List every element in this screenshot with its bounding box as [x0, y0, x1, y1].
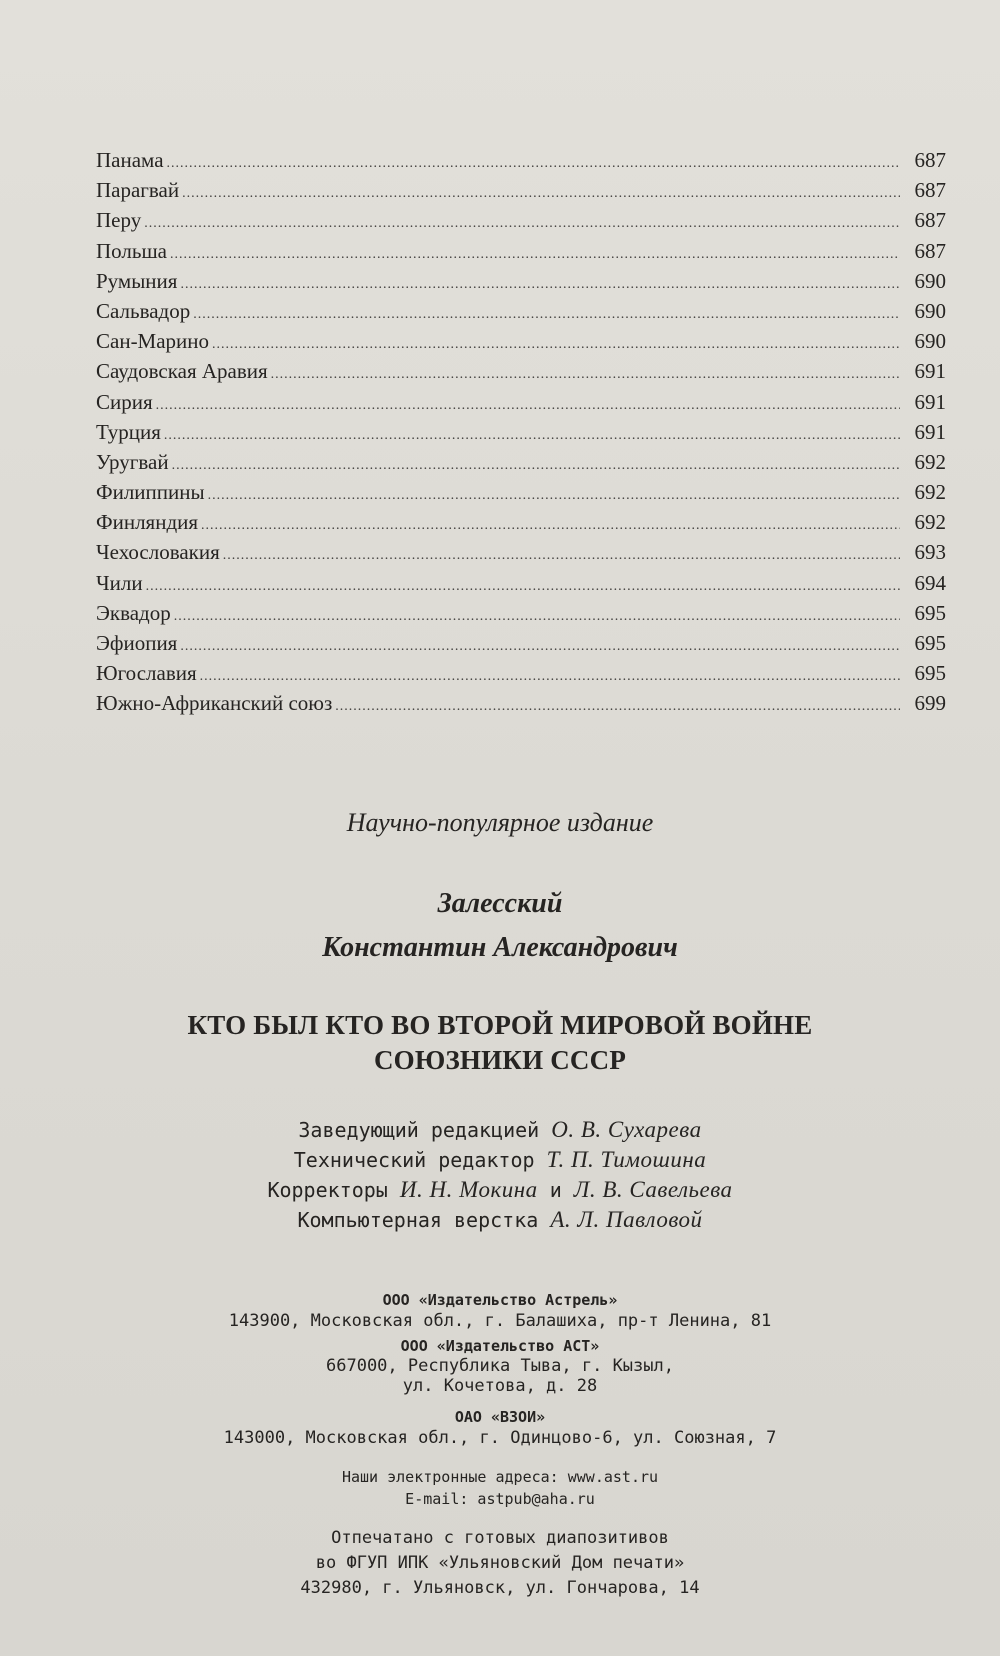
toc-entry-title: Уругвай: [96, 449, 169, 474]
toc-entry: [96, 601, 946, 631]
toc-entry-title: Финляндия: [96, 510, 199, 535]
toc-page-number: 694: [914, 570, 946, 595]
toc-entry-title: Эквадор: [96, 600, 171, 625]
toc-entry: [96, 178, 946, 208]
staff-person: О. В. Сухарева: [551, 1117, 702, 1142]
toc-entry-title: Чехословакия: [96, 540, 220, 565]
toc-entry: [96, 450, 946, 480]
staff-person: Л. В. Савельева: [573, 1177, 733, 1202]
toc-page-number: 687: [914, 178, 946, 203]
toc-leader-dots: [174, 609, 900, 625]
staff-line: [0, 1207, 1000, 1233]
toc-entry-title: Польша: [96, 238, 167, 263]
toc-page-number: 692: [914, 510, 946, 535]
printer-line: Отпечатано с готовых диапозитивов: [331, 1528, 669, 1548]
toc-entry: [96, 631, 946, 661]
toc-entry: [96, 269, 946, 299]
toc-entry-title: Югославия: [96, 661, 197, 686]
toc-entry-title: Сальвадор: [96, 298, 191, 323]
toc-entry-title: Эфиопия: [96, 631, 178, 655]
toc-leader-dots: [200, 669, 900, 685]
toc-entry: [96, 661, 946, 691]
toc-leader-dots: [212, 337, 900, 353]
staff-person: А. Л. Павловой: [550, 1207, 703, 1232]
toc-leader-dots: [208, 488, 900, 504]
toc-page-number: 692: [914, 449, 946, 474]
toc-leader-dots: [193, 307, 900, 323]
toc-entry-title: Филиппины: [96, 480, 205, 505]
web-address: Наши электронные адреса: www.ast.ru: [341, 1468, 659, 1486]
table-of-contents: [96, 148, 946, 722]
toc-entry: [96, 239, 946, 269]
toc-page-number: 687: [914, 148, 946, 172]
staff-conjunction: и: [549, 1178, 562, 1202]
toc-page-number: 695: [914, 631, 946, 655]
toc-entry: [96, 390, 946, 420]
toc-page-number: 691: [914, 419, 946, 444]
toc-entry: [96, 359, 946, 389]
staff-person: И. Н. Мокина: [399, 1177, 538, 1202]
book-title: КТО БЫЛ КТО ВО ВТОРОЙ МИРОВОЙ ВОЙНЕ: [187, 1010, 813, 1040]
toc-leader-dots: [271, 367, 900, 383]
staff-person: Т. П. Тимошина: [546, 1147, 707, 1172]
toc-entry-title: Парагвай: [96, 178, 180, 203]
toc-leader-dots: [172, 458, 900, 474]
toc-page-number: 687: [914, 208, 946, 233]
publisher-name: ООО «Издательство Астрель»: [382, 1291, 618, 1309]
toc-leader-dots: [167, 156, 900, 172]
toc-entry: [96, 510, 946, 540]
toc-leader-dots: [223, 548, 900, 564]
toc-leader-dots: [146, 579, 900, 595]
toc-page-number: 691: [914, 359, 946, 384]
toc-entry: [96, 571, 946, 601]
printer-line: 432980, г. Ульяновск, ул. Гончарова, 14: [300, 1578, 700, 1598]
toc-entry: [96, 148, 946, 178]
toc-page-number: 695: [914, 661, 946, 686]
toc-entry: [96, 480, 946, 510]
toc-entry: [96, 208, 946, 238]
toc-entry-title: Сан-Марино: [96, 329, 210, 354]
toc-leader-dots: [144, 216, 900, 232]
publisher-name: ООО «Издательство АСТ»: [400, 1337, 600, 1355]
edition-genre: Научно-популярное издание: [346, 808, 654, 837]
toc-entry: [96, 540, 946, 570]
toc-leader-dots: [180, 639, 900, 655]
staff-line: [0, 1147, 1000, 1173]
toc-entry-title: Саудовская Аравия: [96, 359, 268, 384]
toc-entry-title: Перу: [96, 208, 142, 233]
toc-entry: [96, 420, 946, 450]
publisher-name: ОАО «ВЗОИ»: [454, 1408, 546, 1426]
staff-role: Заведующий редакцией: [298, 1118, 540, 1142]
author-given-names: Константин Александрович: [322, 932, 678, 963]
toc-entry: [96, 329, 946, 359]
publisher-address: ул. Кочетова, д. 28: [402, 1376, 598, 1396]
toc-page-number: 687: [914, 238, 946, 263]
toc-page-number: 699: [914, 691, 946, 716]
toc-leader-dots: [164, 428, 900, 444]
toc-leader-dots: [170, 247, 900, 263]
staff-line: [0, 1117, 1000, 1143]
toc-page-number: 691: [914, 389, 946, 414]
publisher-address: 143900, Московская обл., г. Балашиха, пр-т Ленина, 81: [228, 1311, 772, 1331]
toc-page-number: 690: [914, 298, 946, 323]
toc-page-number: 690: [914, 268, 946, 293]
toc-leader-dots: [156, 398, 900, 414]
staff-line: [0, 1177, 1000, 1203]
toc-entry-title: Чили: [96, 570, 143, 595]
toc-leader-dots: [182, 186, 900, 202]
email-address: E-mail: astpub@aha.ru: [405, 1490, 595, 1508]
toc-entry-title: Турция: [96, 419, 161, 444]
toc-leader-dots: [335, 699, 900, 715]
toc-entry-title: Южно-Африканский союз: [96, 691, 333, 716]
toc-entry: [96, 299, 946, 329]
toc-entry-title: Сирия: [96, 389, 153, 414]
toc-entry-title: Румыния: [96, 268, 178, 293]
toc-entry: [96, 691, 946, 721]
toc-entry-title: Панама: [96, 148, 164, 172]
toc-page-number: 695: [914, 600, 946, 625]
toc-page-number: 692: [914, 480, 946, 505]
staff-role: Компьютерная верстка: [297, 1208, 539, 1232]
publisher-address: 143000, Московская обл., г. Одинцово-6, ул. Союзная, 7: [223, 1428, 777, 1448]
staff-role: Корректоры: [267, 1178, 388, 1202]
author-surname: Залесский: [437, 888, 563, 919]
publisher-address: 667000, Республика Тыва, г. Кызыл,: [326, 1356, 674, 1376]
toc-page-number: 693: [914, 540, 946, 565]
toc-page-number: 690: [914, 329, 946, 354]
book-subtitle: СОЮЗНИКИ СССР: [373, 1045, 627, 1075]
toc-leader-dots: [201, 518, 900, 534]
printer-line: во ФГУП ИПК «Ульяновский Дом печати»: [315, 1553, 685, 1573]
staff-role: Технический редактор: [293, 1148, 535, 1172]
toc-leader-dots: [180, 277, 900, 293]
